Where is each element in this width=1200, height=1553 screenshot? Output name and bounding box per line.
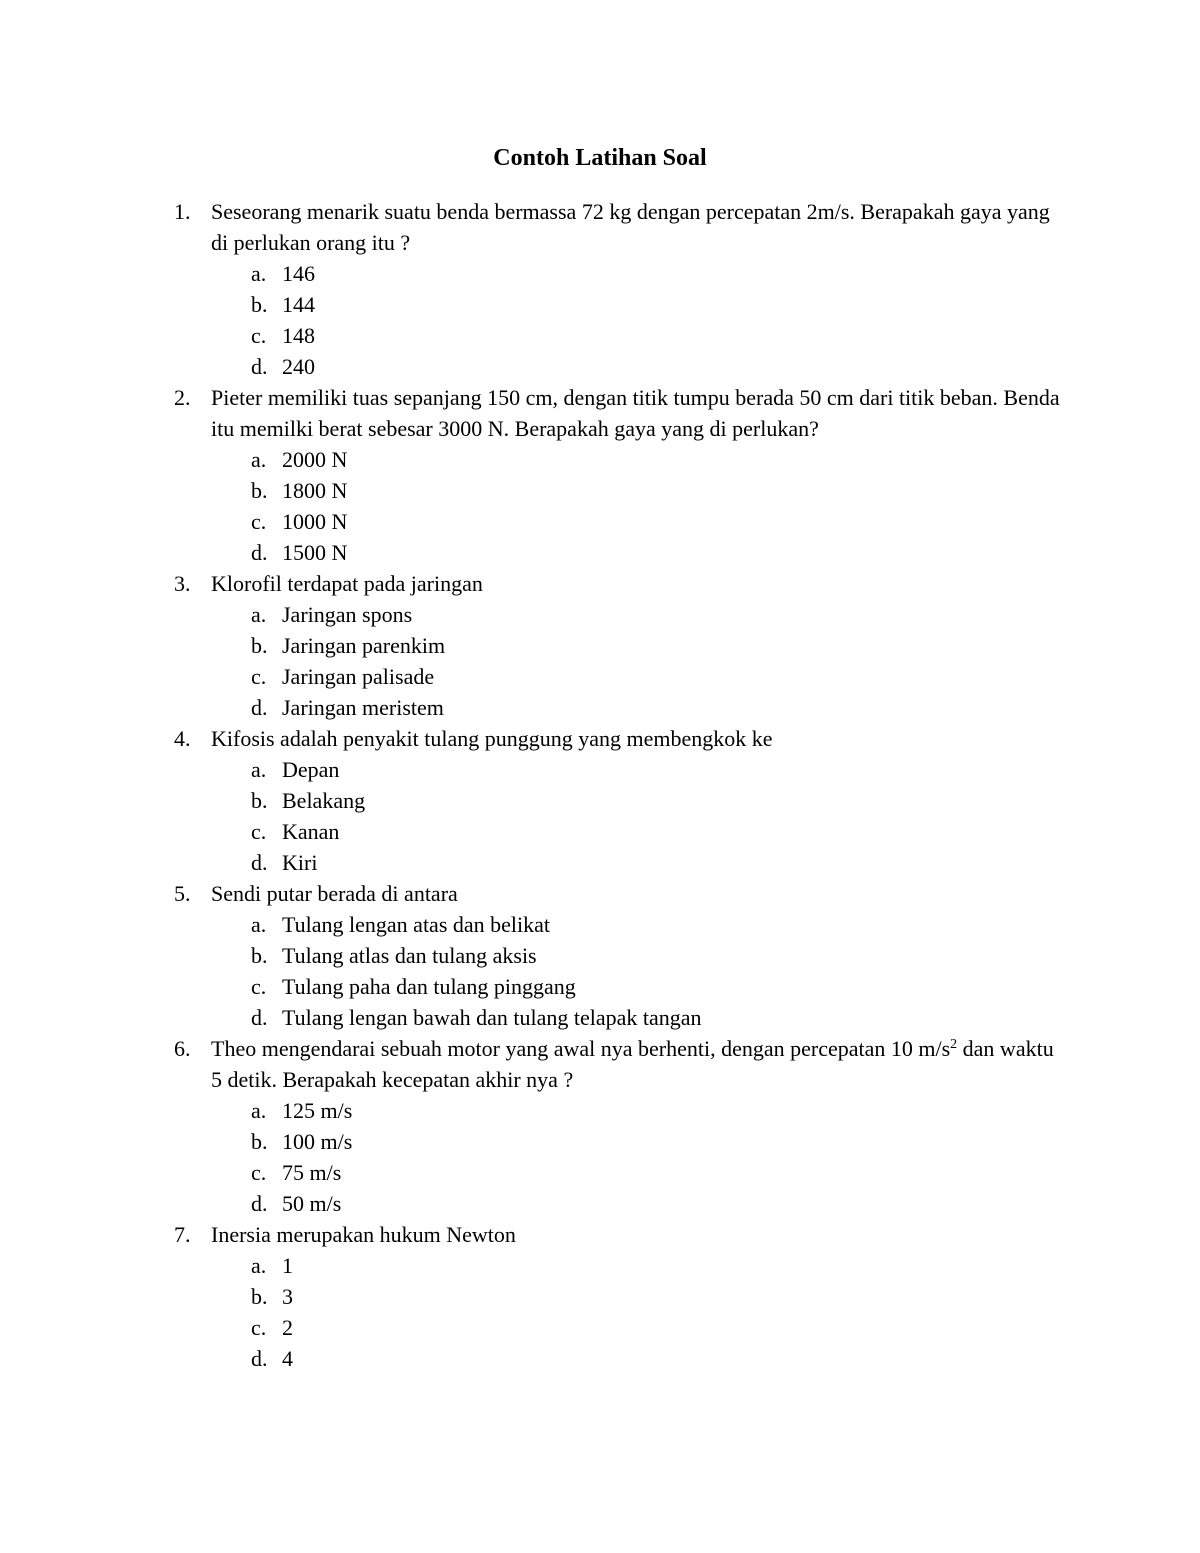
option-item	[211, 599, 1061, 630]
option-item	[211, 847, 1061, 878]
option-item	[211, 971, 1061, 1002]
question-list	[0, 196, 1200, 1374]
option-letter: c.	[251, 323, 267, 348]
option-letter: d.	[251, 1191, 268, 1216]
question-number: 6.	[174, 1036, 191, 1061]
option-letter: a.	[251, 912, 267, 937]
option-item	[211, 1002, 1061, 1033]
option-text: 3	[282, 1284, 293, 1309]
option-list	[211, 1095, 1061, 1219]
option-list	[211, 909, 1061, 1033]
option-item	[211, 1157, 1061, 1188]
option-text: 146	[282, 261, 315, 286]
option-letter: c.	[251, 1315, 267, 1340]
option-letter: c.	[251, 819, 267, 844]
question-item	[0, 878, 1061, 1033]
option-letter: a.	[251, 757, 267, 782]
option-text: 2000 N	[282, 447, 348, 472]
option-item	[211, 1188, 1061, 1219]
option-text: Jaringan spons	[282, 602, 413, 627]
option-item	[211, 785, 1061, 816]
option-text: Depan	[282, 757, 340, 782]
option-text: Jaringan palisade	[282, 664, 435, 689]
option-letter: a.	[251, 261, 267, 286]
question-number: 5.	[174, 881, 191, 906]
option-text: Jaringan parenkim	[282, 633, 446, 658]
option-item	[211, 909, 1061, 940]
option-list	[211, 1250, 1061, 1374]
question-number: 4.	[174, 726, 191, 751]
option-text: Kiri	[282, 850, 318, 875]
question-text-part: Theo mengendarai sebuah motor yang awal nya berhenti, dengan percepatan 10 m/s	[211, 1036, 951, 1061]
option-letter: a.	[251, 1098, 267, 1123]
option-text: 148	[282, 323, 315, 348]
option-text: Tulang lengan atas dan belikat	[282, 912, 551, 937]
option-list	[211, 258, 1061, 382]
option-text: Jaringan meristem	[282, 695, 444, 720]
option-list	[211, 444, 1061, 568]
option-text: 240	[282, 354, 315, 379]
option-letter: a.	[251, 447, 267, 472]
question-item	[0, 1219, 1061, 1374]
option-list	[211, 599, 1061, 723]
option-item	[211, 630, 1061, 661]
option-letter: d.	[251, 1005, 268, 1030]
option-letter: d.	[251, 850, 268, 875]
option-item	[211, 444, 1061, 475]
option-item	[211, 816, 1061, 847]
option-text: 1500 N	[282, 540, 348, 565]
option-letter: d.	[251, 354, 268, 379]
option-letter: b.	[251, 633, 268, 658]
option-letter: a.	[251, 1253, 267, 1278]
option-letter: a.	[251, 602, 267, 627]
question-number: 1.	[174, 199, 191, 224]
option-list	[211, 754, 1061, 878]
option-text: 2	[282, 1315, 293, 1340]
question-text: Klorofil terdapat pada jaringan	[211, 571, 483, 596]
option-item	[211, 351, 1061, 382]
question-text: Kifosis adalah penyakit tulang punggung yang membengkok ke	[211, 726, 773, 751]
option-letter: b.	[251, 478, 268, 503]
option-item	[211, 258, 1061, 289]
option-item	[211, 754, 1061, 785]
question-number: 3.	[174, 571, 191, 596]
page-title: Contoh Latihan Soal	[493, 145, 707, 171]
option-item	[211, 506, 1061, 537]
option-letter: c.	[251, 974, 267, 999]
option-text: Tulang lengan bawah dan tulang telapak tangan	[282, 1005, 702, 1030]
option-item	[211, 289, 1061, 320]
option-item	[211, 1281, 1061, 1312]
option-letter: c.	[251, 509, 267, 534]
option-item	[211, 537, 1061, 568]
question-text: Sendi putar berada di antara	[211, 881, 458, 906]
option-text: 4	[282, 1346, 293, 1371]
option-text: 50 m/s	[282, 1191, 342, 1216]
question-text: Seseorang menarik suatu benda bermassa 72 kg dengan percepatan 2m/s. Berapakah gaya yang di perlukan orang itu ?	[211, 199, 1050, 255]
question-text: Pieter memiliki tuas sepanjang 150 cm, dengan titik tumpu berada 50 cm dari titik beban. Benda itu memilki berat sebesar 3000 N. Berapakah gaya yang di perlukan?	[211, 385, 1060, 441]
option-letter: b.	[251, 943, 268, 968]
superscript-exponent: 2	[950, 1037, 958, 1052]
option-item	[211, 1126, 1061, 1157]
option-text: 75 m/s	[282, 1160, 342, 1185]
option-text: 125 m/s	[282, 1098, 353, 1123]
option-text: Tulang atlas dan tulang aksis	[282, 943, 537, 968]
question-text: Inersia merupakan hukum Newton	[211, 1222, 516, 1247]
question-text	[211, 1033, 1061, 1095]
option-letter: b.	[251, 1129, 268, 1154]
option-item	[211, 320, 1061, 351]
question-number: 2.	[174, 385, 191, 410]
option-text: 144	[282, 292, 315, 317]
option-item	[211, 692, 1061, 723]
option-item	[211, 475, 1061, 506]
option-text: Belakang	[282, 788, 366, 813]
question-item	[0, 568, 1061, 723]
option-letter: d.	[251, 540, 268, 565]
question-item	[0, 723, 1061, 878]
question-number: 7.	[174, 1222, 191, 1247]
question-text-part: dan waktu 5 detik. Berapakah kecepatan akhir nya ?	[211, 1036, 1054, 1092]
option-letter: c.	[251, 664, 267, 689]
option-item	[211, 940, 1061, 971]
option-letter: c.	[251, 1160, 267, 1185]
option-text: 100 m/s	[282, 1129, 353, 1154]
option-letter: b.	[251, 788, 268, 813]
option-item	[211, 1095, 1061, 1126]
option-text: 1000 N	[282, 509, 348, 534]
option-letter: d.	[251, 695, 268, 720]
option-item	[211, 1312, 1061, 1343]
option-text: 1	[282, 1253, 293, 1278]
option-item	[211, 1343, 1061, 1374]
option-letter: b.	[251, 1284, 268, 1309]
option-item	[211, 1250, 1061, 1281]
question-item	[0, 196, 1061, 382]
option-item	[211, 661, 1061, 692]
option-letter: b.	[251, 292, 268, 317]
question-item	[0, 382, 1061, 568]
question-item	[0, 1033, 1061, 1219]
option-text: Tulang paha dan tulang pinggang	[282, 974, 576, 999]
option-text: Kanan	[282, 819, 340, 844]
option-text: 1800 N	[282, 478, 348, 503]
option-letter: d.	[251, 1346, 268, 1371]
